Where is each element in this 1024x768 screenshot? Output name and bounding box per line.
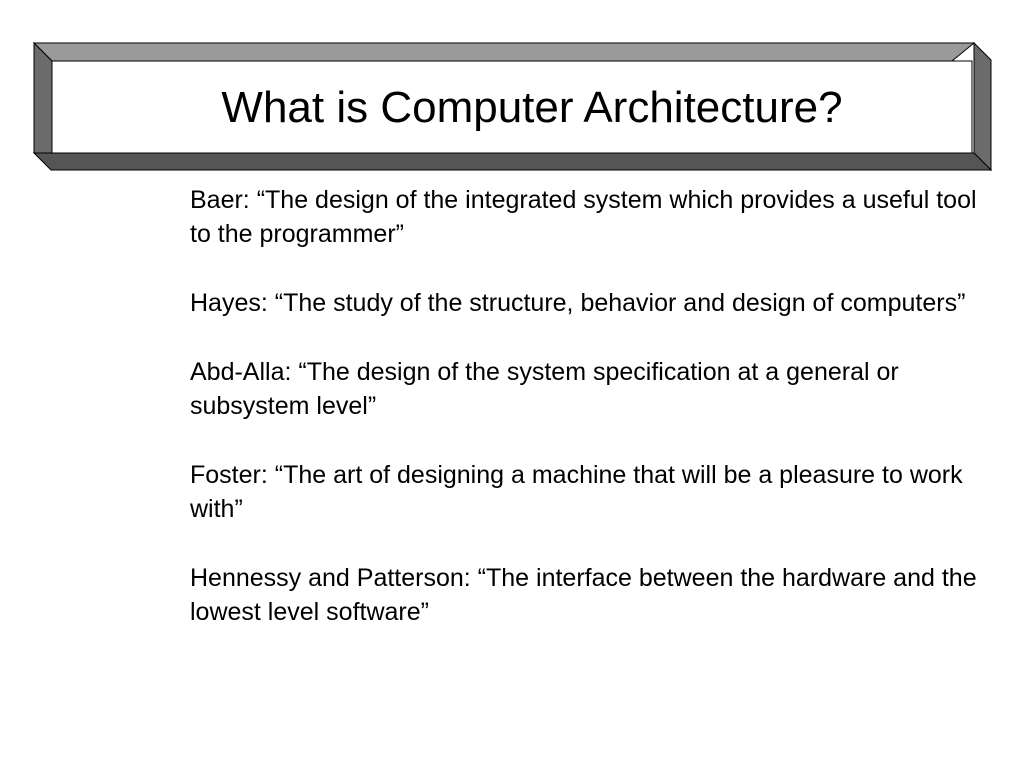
definition-foster: Foster: “The art of designing a machine that will be a pleasure to work with”	[190, 461, 963, 523]
definition-list	[190, 183, 980, 664]
bevel-bottom	[34, 153, 991, 170]
bevel-top	[34, 43, 974, 61]
definition-hayes: Hayes: “The study of the structure, behavior and design of computers”	[190, 289, 966, 317]
page-title: What is Computer Architecture?	[221, 83, 843, 132]
bevel-right	[974, 43, 991, 170]
bevel-left	[34, 43, 52, 153]
definition-abd-alla: Abd-Alla: “The design of the system specification at a general or subsystem level”	[190, 358, 899, 420]
definition-hennessy-patterson: Hennessy and Patterson: “The interface between the hardware and the lowest level software”	[190, 564, 977, 626]
definition-baer: Baer: “The design of the integrated system which provides a useful tool to the programmer”	[190, 186, 977, 248]
